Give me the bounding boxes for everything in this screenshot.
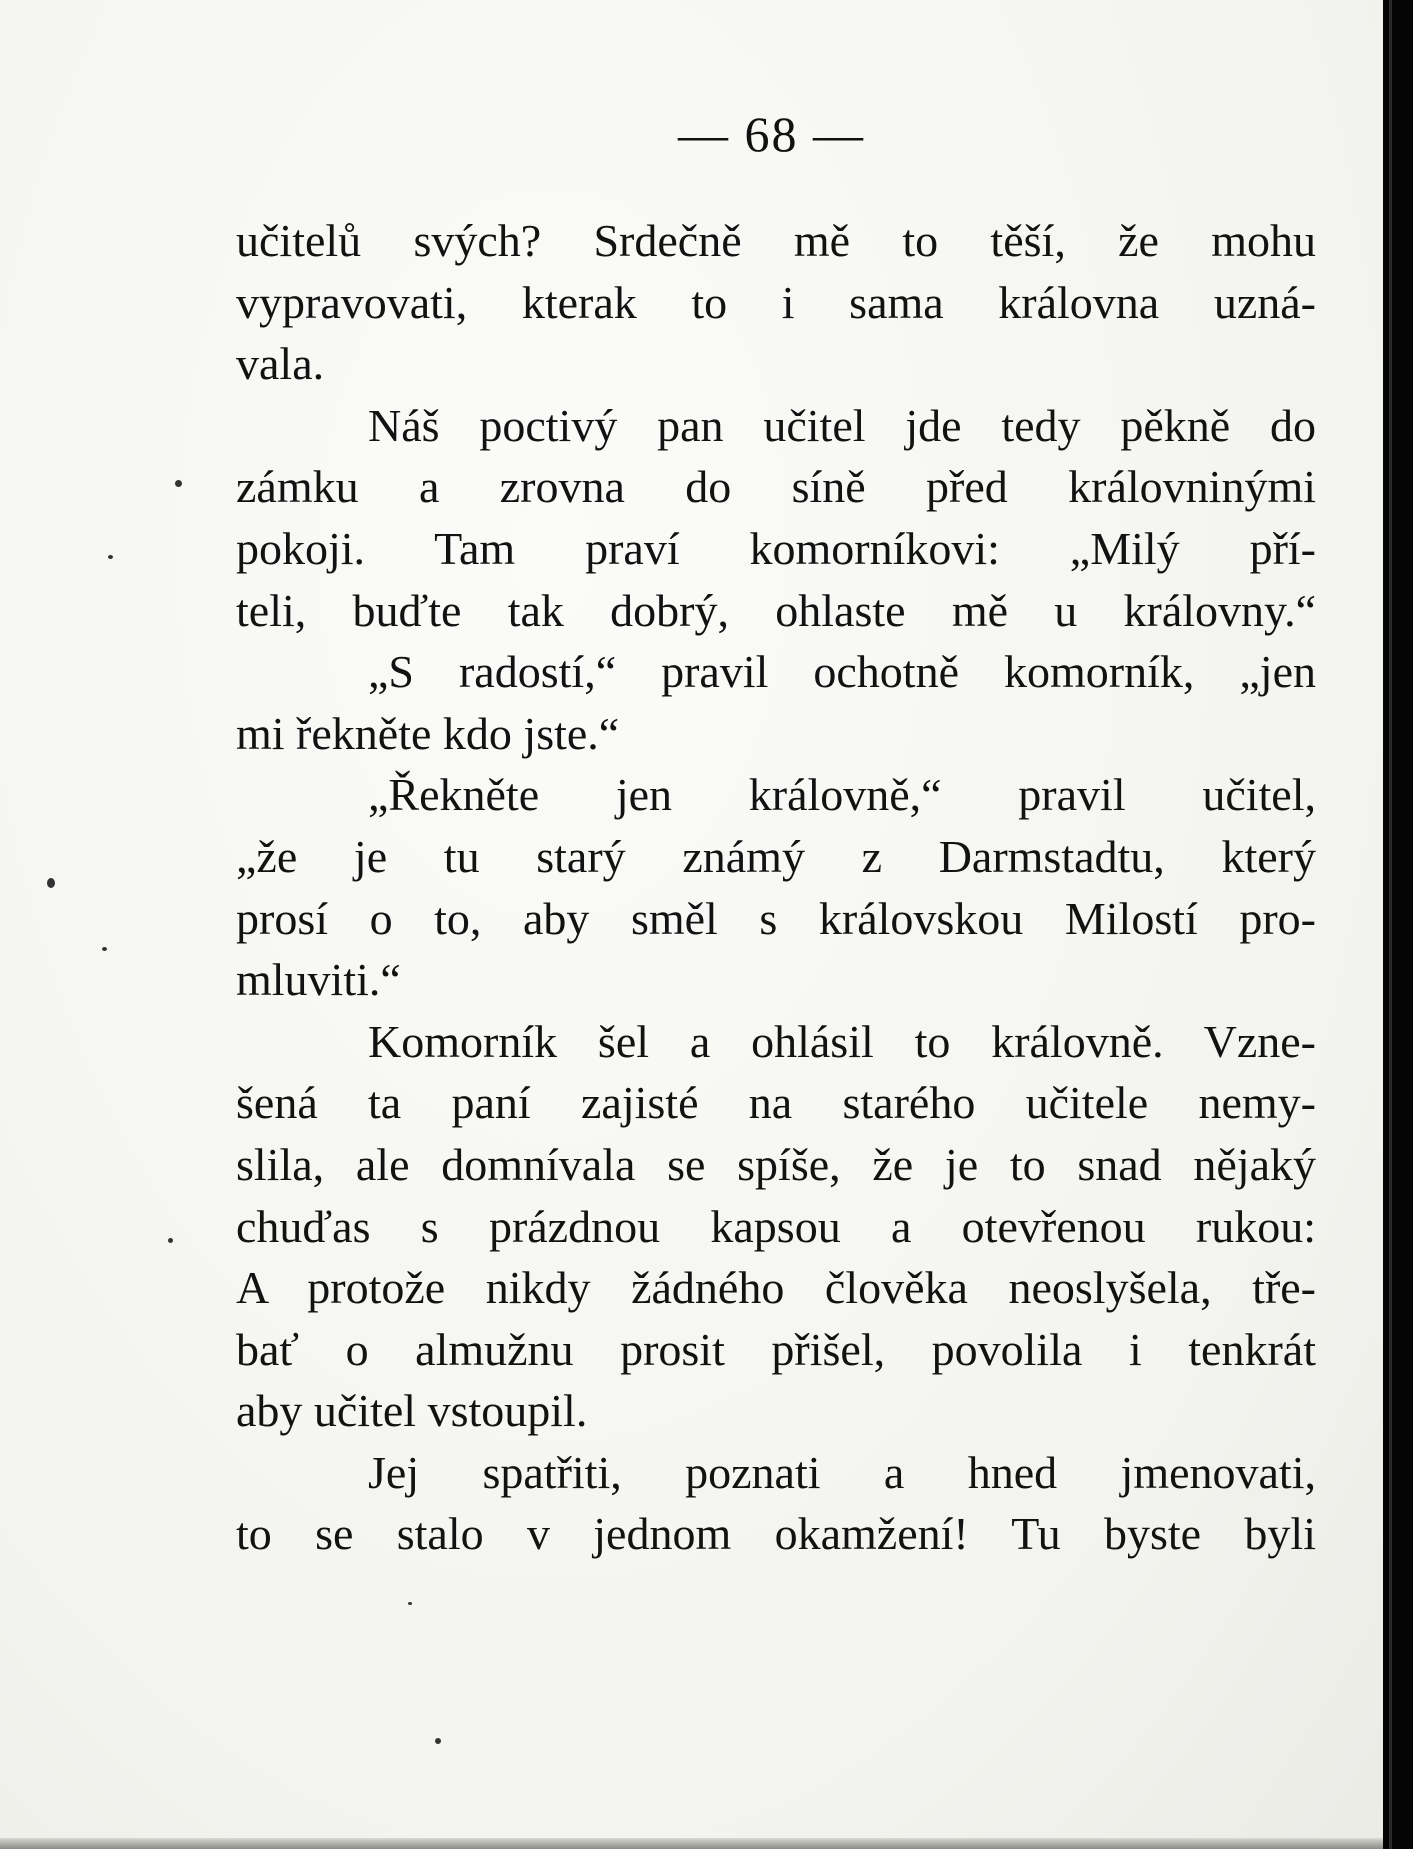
text-line: „Řekněte jen královně,“ pravil učitel, [368,769,1316,821]
text-line: aby učitel vstoupil. [236,1385,588,1437]
body-text [236,210,1316,1565]
text-line: zámku a zrovna do síně před královninými [236,461,1316,513]
ink-speck [435,1738,441,1744]
ink-speck [168,1238,173,1243]
text-line: to se stalo v jednom okamžení! Tu byste byli [236,1508,1316,1560]
text-line: mi řekněte kdo jste.“ [236,707,620,759]
text-line: vypravovati, kterak to i sama královna uzná- [236,276,1316,328]
ink-speck [102,947,107,951]
text-line: mluviti.“ [236,954,401,1006]
text-line: Jej spatřiti, poznati a hned jmenovati, [368,1446,1316,1498]
text-line: šená ta paní zajisté na starého učitele nemy- [236,1077,1316,1129]
page-edge-shadow [1383,0,1413,1849]
text-line: Náš poctivý pan učitel jde tedy pěkně do [368,399,1316,451]
text-line: prosí o to, aby směl s královskou Milostí pro- [236,892,1316,944]
ink-speck [175,480,182,487]
ink-speck [408,1602,412,1605]
page-number: — 68 — [678,106,865,162]
text-line: „že je tu starý známý z Darmstadtu, který [236,830,1316,882]
text-line: chuďas s prázdnou kapsou a otevřenou rukou: [236,1200,1316,1252]
ink-speck [108,555,113,559]
text-line: teli, buďte tak dobrý, ohlaste mě u královny.“ [236,584,1316,636]
text-line: bať o almužnu prosit přišel, povolila i tenkrát [236,1323,1316,1375]
page-bottom-edge [0,1838,1383,1849]
text-line: učitelů svých? Srdečně mě to těší, že mohu [236,215,1316,266]
text-line: vala. [236,338,325,390]
text-line: pokoji. Tam praví komorníkovi: „Milý pří- [236,522,1316,574]
text-line: „S radostí,“ pravil ochotně komorník, „jen [368,646,1316,698]
text-line: A protože nikdy žádného člověka neoslyšela, tře- [236,1262,1316,1314]
text-line: slila, ale domnívala se spíše, že je to snad nějaký [236,1138,1316,1190]
text-line: Komorník šel a ohlásil to královně. Vzne- [368,1015,1316,1067]
ink-speck [47,878,55,888]
page-edge-line [1389,0,1392,1849]
